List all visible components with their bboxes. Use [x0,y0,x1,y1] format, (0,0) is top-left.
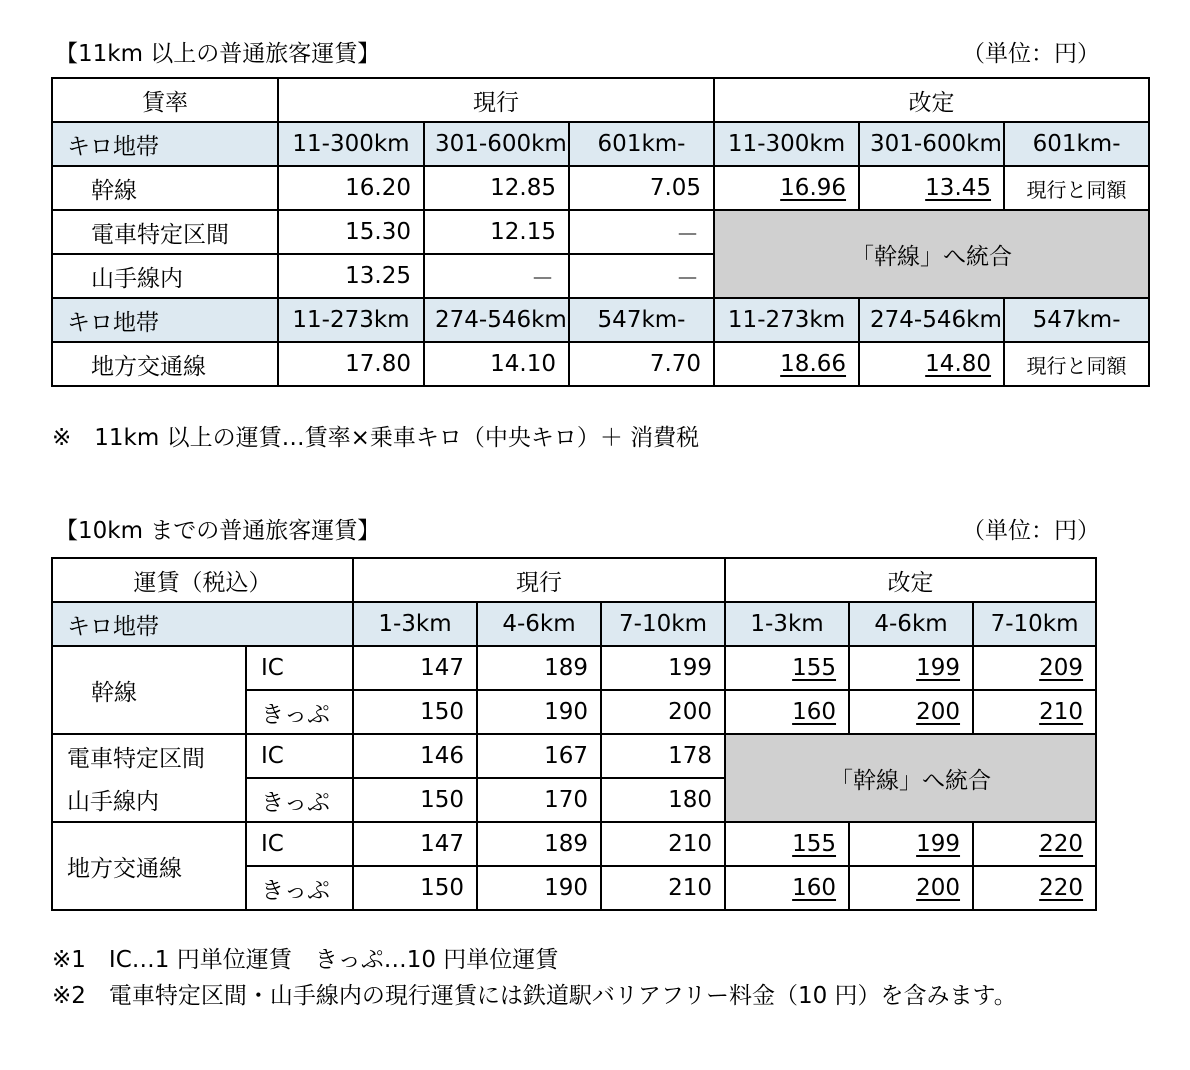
band-cell: 4-6km [849,602,973,646]
revised-fare-cell: 160 [725,866,849,910]
fare-cell: 146 [353,734,477,778]
revised-rate-cell: 18.66 [714,342,859,386]
band-cell: 4-6km [477,602,601,646]
band-cell: 11-300km [714,122,859,166]
fare-cell: 147 [353,822,477,866]
row-label-kansen: 幹線 [52,646,246,734]
row-label-yamanote: 山手線内 [52,778,246,822]
ticket-type-ic: IC [246,734,353,778]
rate-cell: 7.05 [569,166,714,210]
revised-fare-cell: 200 [849,690,973,734]
band-cell: 11-273km [278,298,424,342]
revised-fare-cell: 200 [849,866,973,910]
same-as-current-cell: 現行と同額 [1004,166,1149,210]
fare-cell: 178 [601,734,725,778]
rate-cell: 13.25 [278,254,424,298]
fare-cell: 167 [477,734,601,778]
merged-into-kansen-cell: 「幹線」へ統合 [725,734,1096,822]
fare-cell: 210 [601,866,725,910]
fare-cell: 147 [353,646,477,690]
table2-unit: （単位：円） [962,518,1100,544]
header-current: 現行 [353,558,725,602]
rate-cell: 14.10 [424,342,569,386]
revised-fare-cell: 209 [973,646,1096,690]
table2-title: 【10km までの普通旅客運賃】 [55,518,381,544]
row-label-densha: 電車特定区間 [52,210,278,254]
header-revised: 改定 [725,558,1096,602]
band-label: キロ地帯 [52,298,278,342]
fare-cell: 170 [477,778,601,822]
ticket-type-kippu: きっぷ [246,866,353,910]
fare-cell: 199 [601,646,725,690]
band-cell: 301-600km [424,122,569,166]
header-fare: 運賃（税込） [52,558,353,602]
rate-cell: 12.15 [424,210,569,254]
revised-fare-cell: 160 [725,690,849,734]
band-cell: 11-300km [278,122,424,166]
table2-note-1: ※1 IC…1 円単位運賃 きっぷ…10 円単位運賃 [52,947,559,973]
table-up-to-10km [51,557,1097,911]
revised-rate-cell: 14.80 [859,342,1004,386]
row-label-chiho: 地方交通線 [52,822,246,910]
band-cell: 1-3km [725,602,849,646]
band-cell: 7-10km [973,602,1096,646]
rate-cell: － [424,254,569,298]
table1-unit: （単位：円） [962,41,1100,67]
ticket-type-kippu: きっぷ [246,690,353,734]
revised-fare-cell: 210 [973,690,1096,734]
band-label: キロ地帯 [52,602,353,646]
fare-cell: 190 [477,866,601,910]
fare-cell: 150 [353,690,477,734]
table1-title: 【11km 以上の普通旅客運賃】 [55,41,381,67]
fare-cell: 189 [477,646,601,690]
fare-cell: 180 [601,778,725,822]
revised-fare-cell: 220 [973,822,1096,866]
merged-into-kansen-cell: 「幹線」へ統合 [714,210,1149,298]
row-label-chiho: 地方交通線 [52,342,278,386]
revised-fare-cell: 155 [725,822,849,866]
rate-cell: 12.85 [424,166,569,210]
rate-cell: 17.80 [278,342,424,386]
fare-cell: 150 [353,866,477,910]
band-cell: 1-3km [353,602,477,646]
fare-cell: 210 [601,822,725,866]
band-cell: 274-546km [424,298,569,342]
ticket-type-ic: IC [246,646,353,690]
rate-cell: 15.30 [278,210,424,254]
rate-cell: － [569,210,714,254]
header-rate: 賃率 [52,78,278,122]
rate-cell: 7.70 [569,342,714,386]
band-cell: 547km- [569,298,714,342]
band-cell: 7-10km [601,602,725,646]
table1-note: ※ 11km 以上の運賃…賃率×乗車キロ（中央キロ）＋ 消費税 [52,425,700,451]
table2-note-2: ※2 電車特定区間・山手線内の現行運賃には鉄道駅バリアフリー料金（10 円）を含みます。 [52,983,1017,1009]
band-label: キロ地帯 [52,122,278,166]
table-over-11km [51,77,1150,387]
fare-cell: 200 [601,690,725,734]
rate-cell: 16.20 [278,166,424,210]
header-current: 現行 [278,78,714,122]
same-as-current-cell: 現行と同額 [1004,342,1149,386]
band-cell: 601km- [1004,122,1149,166]
fare-cell: 190 [477,690,601,734]
fare-cell: 189 [477,822,601,866]
band-cell: 601km- [569,122,714,166]
band-cell: 301-600km [859,122,1004,166]
band-cell: 11-273km [714,298,859,342]
revised-fare-cell: 155 [725,646,849,690]
revised-fare-cell: 199 [849,646,973,690]
row-label-yamanote: 山手線内 [52,254,278,298]
row-label-densha: 電車特定区間 [52,734,246,778]
header-revised: 改定 [714,78,1149,122]
rate-cell: － [569,254,714,298]
row-label-kansen: 幹線 [52,166,278,210]
revised-rate-cell: 16.96 [714,166,859,210]
revised-rate-cell: 13.45 [859,166,1004,210]
band-cell: 274-546km [859,298,1004,342]
revised-fare-cell: 199 [849,822,973,866]
fare-cell: 150 [353,778,477,822]
revised-fare-cell: 220 [973,866,1096,910]
band-cell: 547km- [1004,298,1149,342]
ticket-type-ic: IC [246,822,353,866]
ticket-type-kippu: きっぷ [246,778,353,822]
